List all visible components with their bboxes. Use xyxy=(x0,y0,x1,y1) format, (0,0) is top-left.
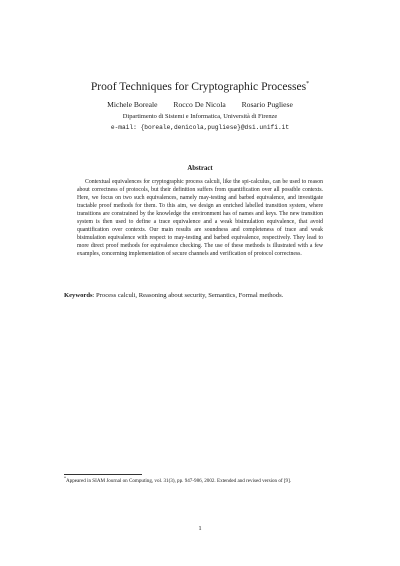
abstract-heading: Abstract xyxy=(187,165,213,172)
author-name: Michele Boreale xyxy=(107,100,158,109)
keywords-label: Keywords xyxy=(64,292,93,299)
paper-title: Proof Techniques for Cryptographic Processes* xyxy=(90,80,310,93)
footnote-mark: * xyxy=(64,475,66,481)
author-list xyxy=(0,100,400,109)
keywords xyxy=(64,292,336,299)
email-line: e-mail: {boreale,denicola,pugliese}@dsi.unifi.it xyxy=(110,124,290,131)
author-name: Rocco De Nicola xyxy=(173,100,226,109)
page-number: 1 xyxy=(198,525,202,532)
abstract-text: Contextual equivalences for cryptographic process calculi, like the spi-calculus, can be used to reason about correctness of protocols, but their definition suffers from quantification over all possible contexts. Here, we focus on two such equivalences, namely may-testing and barbed equivalence, and investigate tractable proof methods for them. To this aim, we design an enriched labelled transition system, where transitions are constrained by the knowledge the environment has of names and keys. The new transition system is then used to define a trace equivalence and a weak bisimulation equivalence, that avoid quantification over contexts. Our main results are soundness and completeness of trace and weak bisimulation equivalence with respect to may-testing and barbed equivalence, respectively. They lead to more direct proof methods for equivalence checking. The use of these methods is illustrated with a few examples, concerning implementation of secure channels and verification of protocol correctness. xyxy=(77,179,323,258)
footnote xyxy=(64,475,338,485)
affiliation: Dipartimento di Sistemi e Informatica, Università di Firenze xyxy=(122,113,278,120)
footnote-rule xyxy=(64,474,142,475)
keywords-text: : Process calculi, Reasoning about security, Semantics, Formal methods. xyxy=(92,292,284,299)
footnote-text: Appeared in SIAM Journal on Computing, vol. 31(3), pp. 947-986, 2002. Extended and revised version of [9]. xyxy=(66,478,292,484)
author-name: Rosario Pugliese xyxy=(241,100,293,109)
title-footnote-mark: * xyxy=(306,81,310,88)
